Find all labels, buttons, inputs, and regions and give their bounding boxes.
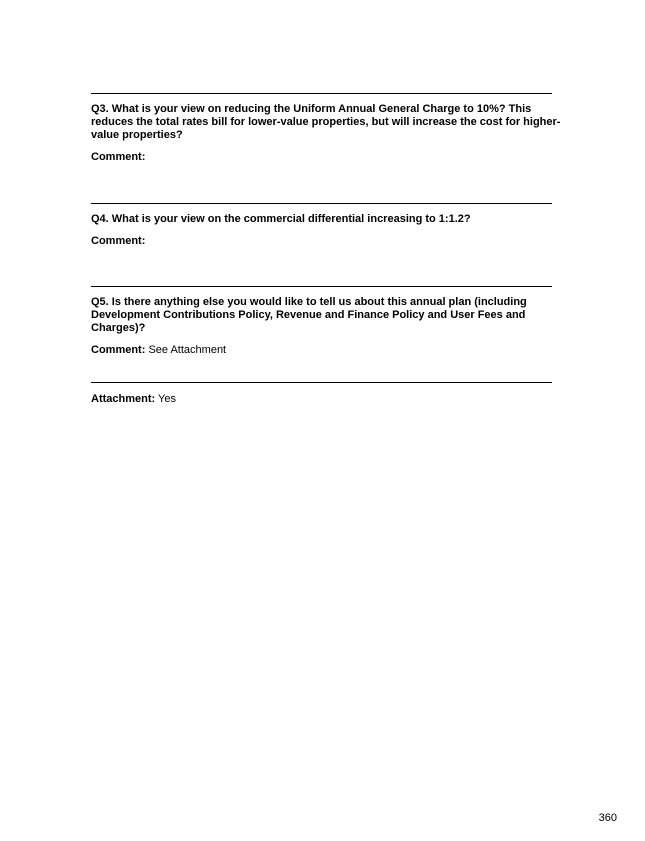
attachment-line bbox=[91, 393, 561, 406]
question-4-text: Q4. What is your view on the commercial differential increasing to 1:1.2? bbox=[91, 213, 471, 225]
divider bbox=[91, 286, 552, 287]
comment-label: Comment: bbox=[91, 151, 146, 163]
page-number: 360 bbox=[598, 812, 617, 824]
attachment-label: Attachment: bbox=[91, 393, 156, 405]
comment-value: See Attachment bbox=[148, 344, 227, 356]
attachment bbox=[91, 393, 561, 406]
attachment-value: Yes bbox=[158, 393, 176, 405]
divider bbox=[91, 203, 552, 204]
question-5 bbox=[91, 296, 561, 357]
question-3-text: Q3. What is your view on reducing the Uniform Annual General Charge to 10%? This reduces the total rates bill for lower-value properties, but will increase the cost for higher-value properties? bbox=[91, 103, 561, 141]
question-5-comment bbox=[91, 344, 561, 357]
divider bbox=[91, 382, 552, 383]
comment-label: Comment: bbox=[91, 235, 146, 247]
divider bbox=[91, 93, 552, 94]
question-3-comment bbox=[91, 151, 561, 164]
question-5-text: Q5. Is there anything else you would like to tell us about this annual plan (including Development Contributions Policy, Revenue and Finance Policy and User Fees and Charges)? bbox=[91, 296, 527, 334]
comment-label: Comment: bbox=[91, 344, 146, 356]
question-4-comment bbox=[91, 235, 561, 248]
question-4 bbox=[91, 213, 561, 248]
question-3 bbox=[91, 103, 561, 164]
